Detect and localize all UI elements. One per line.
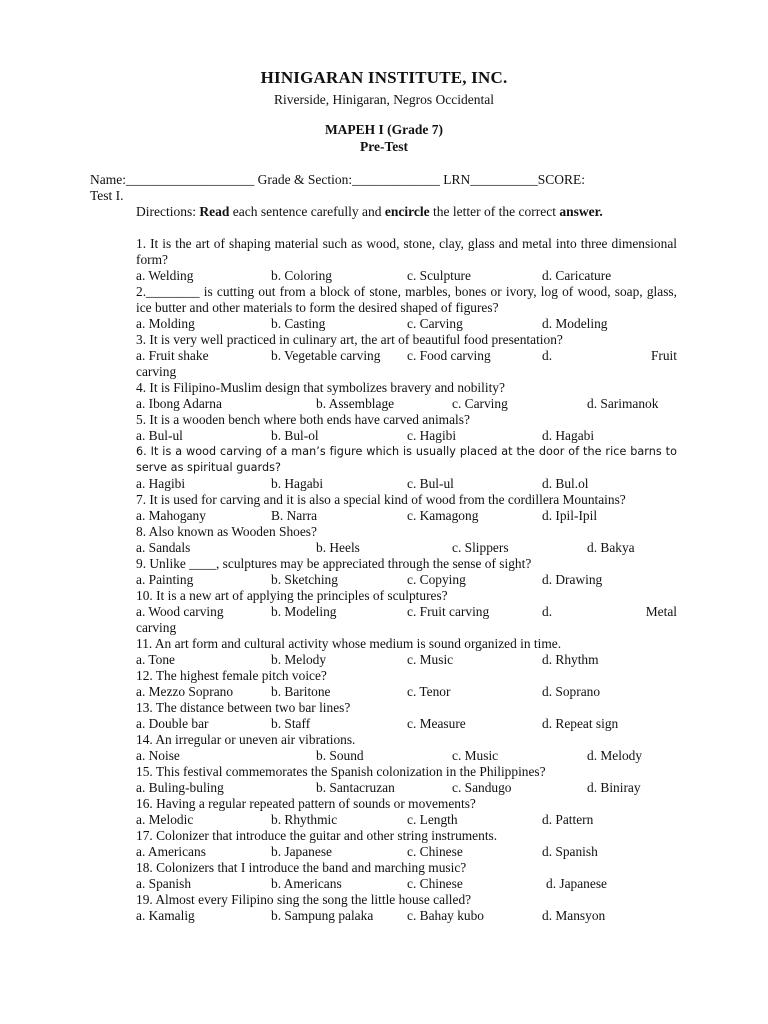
option-b[interactable]: b. Bul-ol (271, 428, 319, 443)
option-d[interactable]: d. Metal carving (136, 604, 677, 635)
option-b[interactable]: b. Japanese (271, 844, 332, 859)
question-14-stem: 14. An irregular or uneven air vibrations. (136, 732, 356, 747)
question-14-options (136, 748, 677, 764)
question-10-options (136, 604, 677, 636)
option-b[interactable]: b. Americans (271, 876, 342, 891)
question-8-stem: 8. Also known as Wooden Shoes? (136, 524, 317, 539)
option-d[interactable]: d. Mansyon (542, 908, 606, 923)
directions (136, 204, 681, 220)
question-12-stem: 12. The highest female pitch voice? (136, 668, 327, 683)
option-a[interactable]: a. Melodic (136, 812, 194, 827)
school-name: HINIGARAN INSTITUTE, INC. (260, 68, 508, 87)
option-c[interactable]: c. Music (452, 748, 499, 763)
question-15-options (136, 780, 677, 796)
option-a[interactable]: a. Wood carving (136, 604, 224, 619)
option-d[interactable]: d. Hagabi (542, 428, 595, 443)
directions-bold-encircle: encircle (384, 204, 430, 219)
question-3-stem: 3. It is very well practiced in culinary art, the art of beautiful food presentation? (136, 332, 563, 347)
question-3-options (136, 348, 677, 380)
question-17-options (136, 844, 677, 860)
option-c[interactable]: c. Slippers (452, 540, 509, 555)
option-d[interactable]: d. Caricature (542, 268, 612, 283)
question-7 (136, 492, 677, 524)
option-a[interactable]: a. Molding (136, 316, 195, 331)
question-16-stem: 16. Having a regular repeated pattern of sounds or movements? (136, 796, 476, 811)
option-a[interactable]: a. Spanish (136, 876, 192, 891)
question-7-options (136, 508, 677, 524)
question-3 (136, 332, 677, 380)
question-2-options (136, 316, 677, 332)
question-18-stem: 18. Colonizers that I introduce the band and marching music? (136, 860, 467, 875)
question-1-options (136, 268, 677, 284)
question-12 (136, 668, 677, 700)
option-a[interactable]: a. Painting (136, 572, 194, 587)
option-b[interactable]: b. Coloring (271, 268, 333, 283)
option-c[interactable]: c. Hagibi (407, 428, 457, 443)
test-section-label: Test I. (90, 188, 124, 203)
question-18-options (136, 876, 677, 892)
option-a[interactable]: a. Bul-ul (136, 428, 183, 443)
question-1-stem: 1. It is the art of shaping material such as wood, stone, clay, glass and metal into three dimensional form? (136, 236, 677, 267)
question-8 (136, 524, 677, 556)
option-b[interactable]: b. Baritone (271, 684, 331, 699)
option-c[interactable]: c. Tenor (407, 684, 451, 699)
option-d[interactable]: d. Fruit carving (136, 348, 677, 379)
question-7-stem: 7. It is used for carving and it is also a special kind of wood from the cordillera Mountains? (136, 492, 626, 507)
question-17 (136, 828, 677, 860)
question-6-stem: 6. It is a wood carving of a man’s figure which is usually placed at the door of the rice barns to serve as spiritual guards? (136, 445, 677, 474)
question-list (136, 236, 677, 924)
question-18 (136, 860, 677, 892)
option-c[interactable]: c. Bahay kubo (407, 908, 484, 923)
option-b[interactable]: b. Melody (271, 652, 327, 667)
question-5-options (136, 428, 677, 444)
question-13-options (136, 716, 677, 732)
option-a[interactable]: a. Sandals (136, 540, 191, 555)
question-17-stem: 17. Colonizer that introduce the guitar and other string instruments. (136, 828, 498, 843)
question-9-options (136, 572, 677, 588)
option-d[interactable]: d. Drawing (542, 572, 603, 587)
option-d[interactable]: d. Ipil-Ipil (542, 508, 598, 523)
question-6 (136, 444, 677, 492)
option-d[interactable]: d. Modeling (542, 316, 608, 331)
option-c[interactable]: c. Bul-ul (407, 476, 454, 491)
option-d[interactable]: d. Repeat sign (542, 716, 619, 731)
option-d[interactable]: d. Melody (587, 748, 643, 763)
test-type: Pre-Test (360, 139, 408, 154)
question-10-stem: 10. It is a new art of applying the principles of sculptures? (136, 588, 448, 603)
option-d[interactable]: d. Japanese (546, 876, 607, 891)
option-c[interactable]: c. Music (407, 652, 454, 667)
option-b[interactable]: b. Rhythmic (271, 812, 338, 827)
question-5-stem: 5. It is a wooden bench where both ends have carved animals? (136, 412, 470, 427)
option-c[interactable]: c. Length (407, 812, 458, 827)
option-b[interactable]: b. Hagabi (271, 476, 324, 491)
option-a[interactable]: a. Americans (136, 844, 206, 859)
question-14 (136, 732, 677, 764)
question-11 (136, 636, 677, 668)
question-6-options (136, 476, 677, 492)
question-15-stem: 15. This festival commemorates the Spanish colonization in the Philippines? (136, 764, 546, 779)
option-d[interactable]: d. Pattern (542, 812, 594, 827)
option-a[interactable]: a. Double bar (136, 716, 209, 731)
directions-text-2: each sentence carefully and (229, 204, 385, 219)
option-c[interactable]: c. Carving (452, 396, 508, 411)
question-11-stem: 11. An art form and cultural activity whose medium is sound organized in time. (136, 636, 562, 651)
option-c[interactable]: c. Measure (407, 716, 466, 731)
directions-bold-answer: answer. (559, 204, 603, 219)
question-13-stem: 13. The distance between two bar lines? (136, 700, 351, 715)
directions-bold-read: Read (199, 204, 230, 219)
directions-text-1: Directions: (136, 204, 200, 219)
school-address: Riverside, Hinigaran, Negros Occidental (273, 92, 495, 107)
directions-text-3: the letter of the correct (429, 204, 560, 219)
option-d[interactable]: d. Bakya (587, 540, 635, 555)
option-b[interactable]: b. Staff (271, 716, 311, 731)
question-4-stem: 4. It is Filipino-Muslim design that symbolizes bravery and nobility? (136, 380, 505, 395)
option-c[interactable]: c. Chinese (407, 844, 463, 859)
option-a[interactable]: a. Buling-buling (136, 780, 224, 795)
option-c[interactable]: c. Food carving (407, 348, 491, 363)
option-c[interactable]: c. Sandugo (452, 780, 512, 795)
question-15 (136, 764, 677, 796)
option-a[interactable]: a. Kamalig (136, 908, 195, 923)
option-b[interactable]: b. Sketching (271, 572, 338, 587)
option-c[interactable]: c. Carving (407, 316, 463, 331)
option-d[interactable]: d. Rhythm (542, 652, 599, 667)
option-b[interactable]: B. Narra (271, 508, 318, 523)
option-d[interactable]: d. Soprano (542, 684, 601, 699)
question-11-options (136, 652, 677, 668)
option-b[interactable]: b. Assemblage (316, 396, 395, 411)
student-info-line: Name:___________________ Grade & Section:_____________ LRN__________SCORE: (90, 172, 585, 187)
question-13 (136, 700, 677, 732)
option-b[interactable]: b. Heels (316, 540, 360, 555)
option-a[interactable]: a. Ibong Adarna (136, 396, 222, 411)
question-16 (136, 796, 677, 828)
option-b[interactable]: b. Vegetable carving (271, 348, 381, 363)
option-c[interactable]: c. Sculpture (407, 268, 471, 283)
option-a[interactable]: a. Mezzo Soprano (136, 684, 234, 699)
option-a[interactable]: a. Fruit shake (136, 348, 209, 363)
option-c[interactable]: c. Copying (407, 572, 466, 587)
option-b[interactable]: b. Sampung palaka (271, 908, 374, 923)
question-9 (136, 556, 677, 588)
question-9-stem: 9. Unlike ____, sculptures may be appreciated through the sense of sight? (136, 556, 532, 571)
question-2 (136, 284, 677, 332)
option-c[interactable]: c. Fruit carving (407, 604, 490, 619)
option-a[interactable]: a. Tone (136, 652, 175, 667)
option-a[interactable]: a. Noise (136, 748, 180, 763)
question-1 (136, 236, 677, 284)
option-b[interactable]: b. Sound (316, 748, 364, 763)
option-d[interactable]: d. Sarimanok (587, 396, 659, 411)
option-d[interactable]: d. Biniray (587, 780, 641, 795)
question-12-options (136, 684, 677, 700)
option-a[interactable]: a. Mahogany (136, 508, 206, 523)
option-a[interactable]: a. Hagibi (136, 476, 186, 491)
question-8-options (136, 540, 677, 556)
option-a[interactable]: a. Welding (136, 268, 194, 283)
question-2-stem: 2.________ is cutting out from a block of stone, marbles, bones or ivory, log of wood, soap, glass, ice butter and other materials to form the desired shaped of figures? (136, 284, 677, 315)
question-19-stem: 19. Almost every Filipino sing the song the little house called? (136, 892, 472, 907)
option-b[interactable]: b. Casting (271, 316, 326, 331)
question-5 (136, 412, 677, 444)
question-10 (136, 588, 677, 636)
option-c[interactable]: c. Kamagong (407, 508, 479, 523)
option-c[interactable]: c. Chinese (407, 876, 463, 891)
question-4 (136, 380, 677, 412)
subject-title: MAPEH I (Grade 7) (324, 122, 444, 137)
question-4-options (136, 396, 677, 412)
option-b[interactable]: b. Modeling (271, 604, 337, 619)
question-19 (136, 892, 677, 924)
option-b[interactable]: b. Santacruzan (316, 780, 395, 795)
question-19-options (136, 908, 677, 924)
question-16-options (136, 812, 677, 828)
option-d[interactable]: d. Bul.ol (542, 476, 589, 491)
option-d[interactable]: d. Spanish (542, 844, 598, 859)
